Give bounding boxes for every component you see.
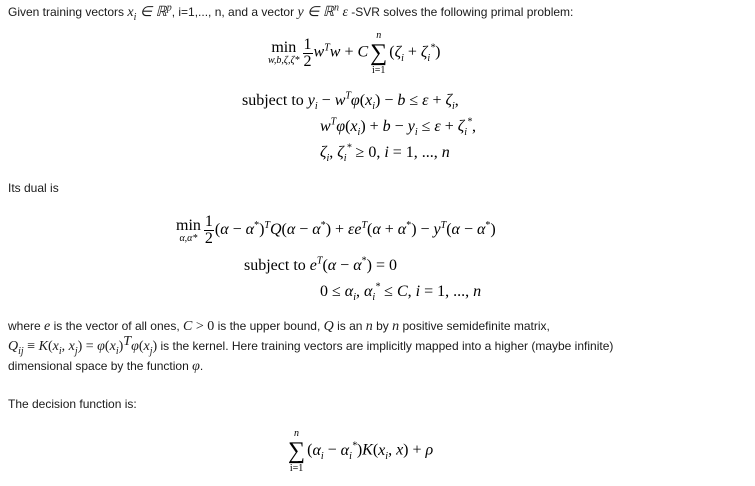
intro-text — [8, 4, 573, 21]
y-in-rn: y ∈ ℝ$^n$ ε — [297, 2, 348, 20]
dual-objective: min α,α* $\frac{1}{2}$ $(\alpha - \alpha^*)^TQ(\alpha - \alpha^*) + \varepsilon e^T(\alpha + \alpha^*) - y^T(\alpha - \alpha^*)$ — [176, 213, 496, 247]
sum-operator-decision: n ∑ i=1 — [288, 428, 306, 474]
dual-constraint-2: $0 \le \alpha_i$, $\alpha_i^* \le C$, i = 1, ..., n — [320, 281, 482, 304]
primal-constraint-1: subject to $y_i - w^T\varphi(x_i) - b \le \varepsilon + \zeta_i$, — [242, 90, 459, 113]
explanation-line-3: dimensional space by the function φ. — [8, 359, 204, 374]
decision-function: n ∑ i=1 $(\alpha_i - \alpha_i^*)K(x_i$, x) + ρ — [288, 428, 434, 474]
min-operator: min w,b,ζ,ζ* — [268, 39, 300, 66]
primal-constraint-2: $w^T\varphi(x_i) + b - y_i \le \varepsilon + \zeta_i^*$, — [320, 116, 476, 139]
xi-in-rp: $x_i$ ∈ ℝ$^p$ — [127, 2, 172, 23]
min-operator-dual: min α,α* — [176, 216, 201, 244]
intro-pre: Given training vectors — [8, 5, 128, 19]
half-fraction: $\frac{1}{2}$ — [303, 35, 312, 70]
explanation-line-2: $Q_{ij} \equiv K(x_i$, $x_j) = \varphi(x_i)^T\varphi(x_j)$ is the kernel. Here training vectors are implicitly mapped into a higher (maybe infinite) — [8, 334, 614, 357]
sum-operator: n ∑ i=1 — [370, 30, 388, 76]
dual-intro: Its dual is — [8, 181, 59, 195]
intro-post: -SVR solves the following primal problem: — [347, 5, 574, 19]
explanation-line-1: where e is the vector of all ones, C > 0 is the upper bound, Q is an n by n positive semidefinite matrix, — [8, 319, 550, 334]
intro-mid: , i=1,..., n, and a vector — [171, 5, 298, 19]
dual-constraint-1: subject to $e^T(\alpha - \alpha^*) = 0$ — [244, 255, 397, 274]
primal-objective: min w,b,ζ,ζ* $\frac{1}{2}$ $w^Tw + C$ n ∑ i=1 $(\zeta_i + \zeta_i^*)$ — [268, 30, 441, 76]
decision-intro: The decision function is: — [8, 397, 137, 411]
primal-constraint-3: $\zeta_i$, $\zeta_i^* \ge 0$, i = 1, ..., n — [320, 142, 450, 165]
half-fraction-dual: $\frac{1}{2}$ — [204, 213, 213, 247]
